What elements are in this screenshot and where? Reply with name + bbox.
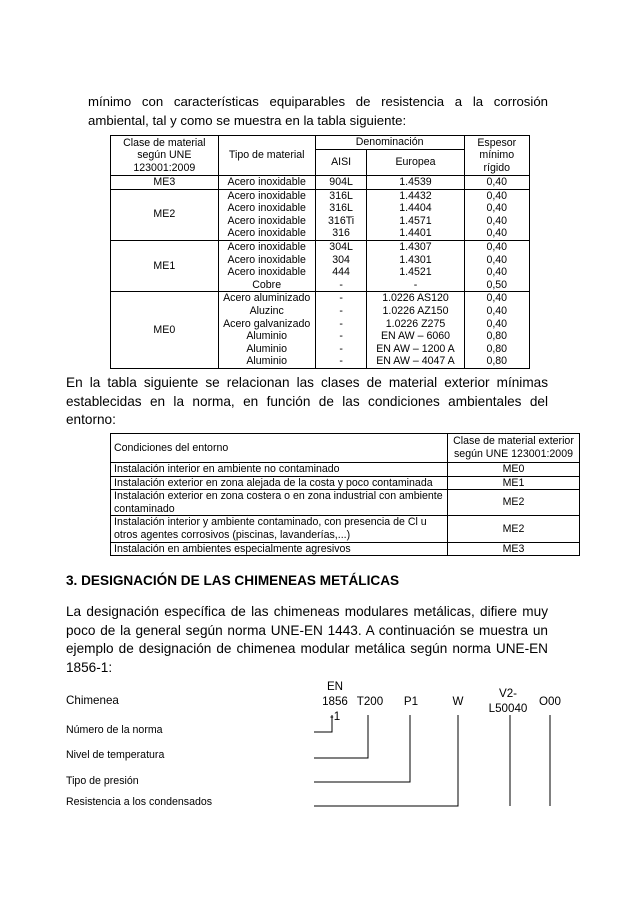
clase-cell: ME2 bbox=[448, 516, 580, 542]
espesor-cell: 0,40 bbox=[464, 176, 529, 190]
code-temperatura: T200 bbox=[356, 695, 384, 708]
header-clase: Clase de material según UNE 123001:2009 bbox=[111, 136, 219, 176]
leader-line-presion bbox=[314, 715, 410, 782]
clase-cell: ME1 bbox=[448, 476, 580, 490]
code-condensados: W bbox=[452, 695, 464, 708]
code-corrosion: V2- L50040 bbox=[488, 687, 528, 715]
section-heading: 3. DESIGNACIÓN DE LAS CHIMENEAS METÁLICAS bbox=[66, 573, 400, 588]
section-paragraph: La designación específica de las chimeneas modulares metálicas, difiere muy poco de la general según norma UNE-EN 1443. A continuación se muestra un ejemplo de designación de chimenea modular metálica según norma UNE-EN 1856-1: bbox=[66, 604, 548, 675]
europea-cell: 1.4539 bbox=[367, 176, 464, 190]
aisi-cell: 904L bbox=[315, 176, 367, 190]
header-europea: Europea bbox=[367, 150, 464, 176]
clase-cell: ME3 bbox=[448, 542, 580, 556]
clase-cell: ME2 bbox=[448, 490, 580, 516]
middle-paragraph: En la tabla siguiente se relacionan las clases de material exterior mínimas establecidas en la norma, en función de las condiciones ambientales del entorno: bbox=[66, 375, 548, 427]
header-tipo: Tipo de material bbox=[218, 136, 315, 176]
espesor-cell: 0,40 0,40 0,40 0,80 0,80 0,80 bbox=[464, 292, 529, 369]
clase-cell: ME0 bbox=[448, 463, 580, 477]
header-aisi: AISI bbox=[315, 150, 367, 176]
tipo-cell: Acero inoxidable Acero inoxidable Acero inoxidable Cobre bbox=[218, 240, 315, 291]
leader-line-temperatura bbox=[314, 715, 368, 758]
clase-cell: ME3 bbox=[111, 176, 219, 190]
espesor-cell: 0,40 0,40 0,40 0,40 bbox=[464, 189, 529, 240]
aisi-cell: - - - - - - bbox=[315, 292, 367, 369]
header-condiciones: Condiciones del entorno bbox=[111, 434, 448, 463]
code-norma: EN 1856 -1 bbox=[322, 680, 348, 723]
header-clase-exterior: Clase de material exterior según UNE 123001:2009 bbox=[448, 434, 580, 463]
aisi-cell: 316L 316L 316Ti 316 bbox=[315, 189, 367, 240]
clase-cell: ME0 bbox=[111, 292, 219, 369]
legend-norma: Número de la norma bbox=[66, 724, 163, 736]
condicion-cell: Instalación interior y ambiente contaminado, con presencia de Cl u otros agentes corrosivos (piscinas, lavanderías,...) bbox=[111, 516, 448, 542]
clase-cell: ME1 bbox=[111, 240, 219, 291]
legend-temperatura: Nivel de temperatura bbox=[66, 749, 165, 761]
europea-cell: 1.4432 1.4404 1.4571 1.4401 bbox=[367, 189, 464, 240]
legend-presion: Tipo de presión bbox=[66, 775, 139, 787]
aisi-cell: 304L 304 444 - bbox=[315, 240, 367, 291]
tipo-cell: Acero aluminizado Aluzinc Acero galvanizado Aluminio Aluminio Aluminio bbox=[218, 292, 315, 369]
condicion-cell: Instalación exterior en zona costera o en zona industrial con ambiente contaminado bbox=[111, 490, 448, 516]
condicion-cell: Instalación exterior en zona alejada de la costa y poco contaminada bbox=[111, 476, 448, 490]
tipo-cell: Acero inoxidable Acero inoxidable Acero inoxidable Acero inoxidable bbox=[218, 189, 315, 240]
header-denominacion: Denominación bbox=[315, 136, 464, 150]
condicion-cell: Instalación en ambientes especialmente agresivos bbox=[111, 542, 448, 556]
intro-paragraph: mínimo con características equiparables de resistencia a la corrosión ambiental, tal y como se muestra en la tabla siguiente: bbox=[88, 94, 548, 128]
espesor-cell: 0,40 0,40 0,40 0,50 bbox=[464, 240, 529, 291]
header-espesor: Espesor mínimo rígido bbox=[464, 136, 529, 176]
europea-cell: 1.0226 AS120 1.0226 AZ150 1.0226 Z275 EN AW – 6060 EN AW – 1200 A EN AW – 4047 A bbox=[367, 292, 464, 369]
legend-condensados: Resistencia a los condensados bbox=[66, 796, 213, 808]
code-hollin: O00 bbox=[539, 695, 561, 708]
clase-cell: ME2 bbox=[111, 189, 219, 240]
europea-cell: 1.4307 1.4301 1.4521 - bbox=[367, 240, 464, 291]
tipo-cell: Acero inoxidable bbox=[218, 176, 315, 190]
code-presion: P1 bbox=[403, 695, 419, 708]
leader-line-condensados bbox=[314, 715, 458, 806]
leader-line-norma bbox=[314, 715, 332, 732]
condicion-cell: Instalación interior en ambiente no contaminado bbox=[111, 463, 448, 477]
designation-label: Chimenea bbox=[66, 694, 119, 707]
